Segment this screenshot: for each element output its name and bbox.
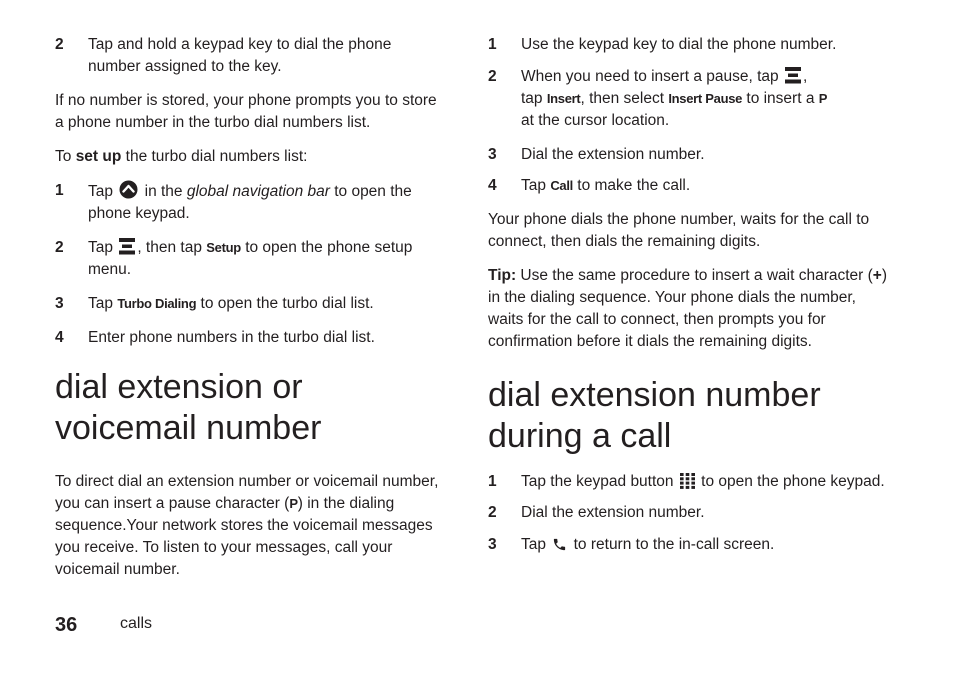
turbo-dialing-key: Turbo Dialing — [117, 296, 197, 311]
menu-icon — [119, 238, 135, 255]
p-key: P — [818, 91, 828, 106]
setup-step-3: 3 Tap Turbo Dialing to open the turbo dial list. — [55, 295, 374, 312]
call-step-2: 2 Dial the extension number. — [488, 504, 705, 521]
keypad-icon — [680, 473, 695, 489]
heading-dial-extension-during-call: dial extension number during a call — [488, 376, 821, 455]
step-text: Tap and hold a keypad key to dial the phone number assigned to the key. — [88, 36, 392, 75]
phone-handset-icon — [552, 537, 567, 552]
navigation-bar-icon — [119, 180, 138, 199]
wait-character: + — [872, 267, 882, 284]
call-key: Call — [550, 178, 573, 193]
call-step-1: 1 Tap the keypad button to open the phone keypad. — [488, 473, 885, 490]
pause-step-1: 1 Use the keypad key to dial the phone number. — [488, 36, 837, 53]
turbo-dial-step-2 — [55, 34, 440, 78]
heading-dial-extension-voicemail: dial extension or voicemail number — [55, 368, 322, 447]
tip-paragraph: Tip: Use the same procedure to insert a wait character (+) in the dialing sequence. Your phone dials the number, waits for the call to connect, then prompts you for confirmation before it dials the remaining digits. — [488, 267, 888, 350]
pause-step-4: 4 Tap Call to make the call. — [488, 177, 691, 194]
global-navigation-bar-term: global navigation bar — [186, 183, 330, 200]
setup-key: Setup — [206, 240, 241, 255]
voicemail-body: To direct dial an extension number or voicemail number, you can insert a pause character (P) in the dialing sequence.Your network stores the voicemail messages you receive. To listen to your messages, call your voicemail number. — [55, 473, 439, 578]
setup-step-4: 4 Enter phone numbers in the turbo dial list. — [55, 329, 375, 346]
pause-key: P — [289, 496, 298, 511]
tip-label: Tip: — [488, 267, 517, 284]
insert-pause-key: Insert Pause — [668, 91, 743, 106]
right-column — [488, 34, 888, 568]
setup-bold: set up — [75, 148, 122, 165]
setup-intro: To set up the turbo dial numbers list: — [55, 148, 308, 165]
pause-step-2: 2 When you need to insert a pause, tap , tap Insert, then select Insert Pause to insert a P at the cursor location. — [488, 68, 828, 129]
no-number-note: If no number is stored, your phone prompts you to store a phone number in the turbo dial numbers list. — [55, 92, 437, 131]
setup-step-2: 2 Tap , then tap Setup to open the phone setup menu. — [55, 239, 413, 278]
section-name: calls — [120, 615, 153, 632]
pause-step-3: 3 Dial the extension number. — [488, 146, 705, 163]
call-step-3: 3 Tap to return to the in-call screen. — [488, 536, 775, 553]
left-column — [55, 34, 440, 593]
page-number: 36 — [55, 614, 78, 636]
step-number: 2 — [55, 36, 64, 53]
setup-step-1: 1 Tap in the global navigation bar to open the phone keypad. — [55, 182, 412, 222]
dials-note: Your phone dials the phone number, waits for the call to connect, then dials the remaining digits. — [488, 211, 870, 250]
insert-key: Insert — [546, 91, 581, 106]
menu-icon — [785, 67, 801, 84]
